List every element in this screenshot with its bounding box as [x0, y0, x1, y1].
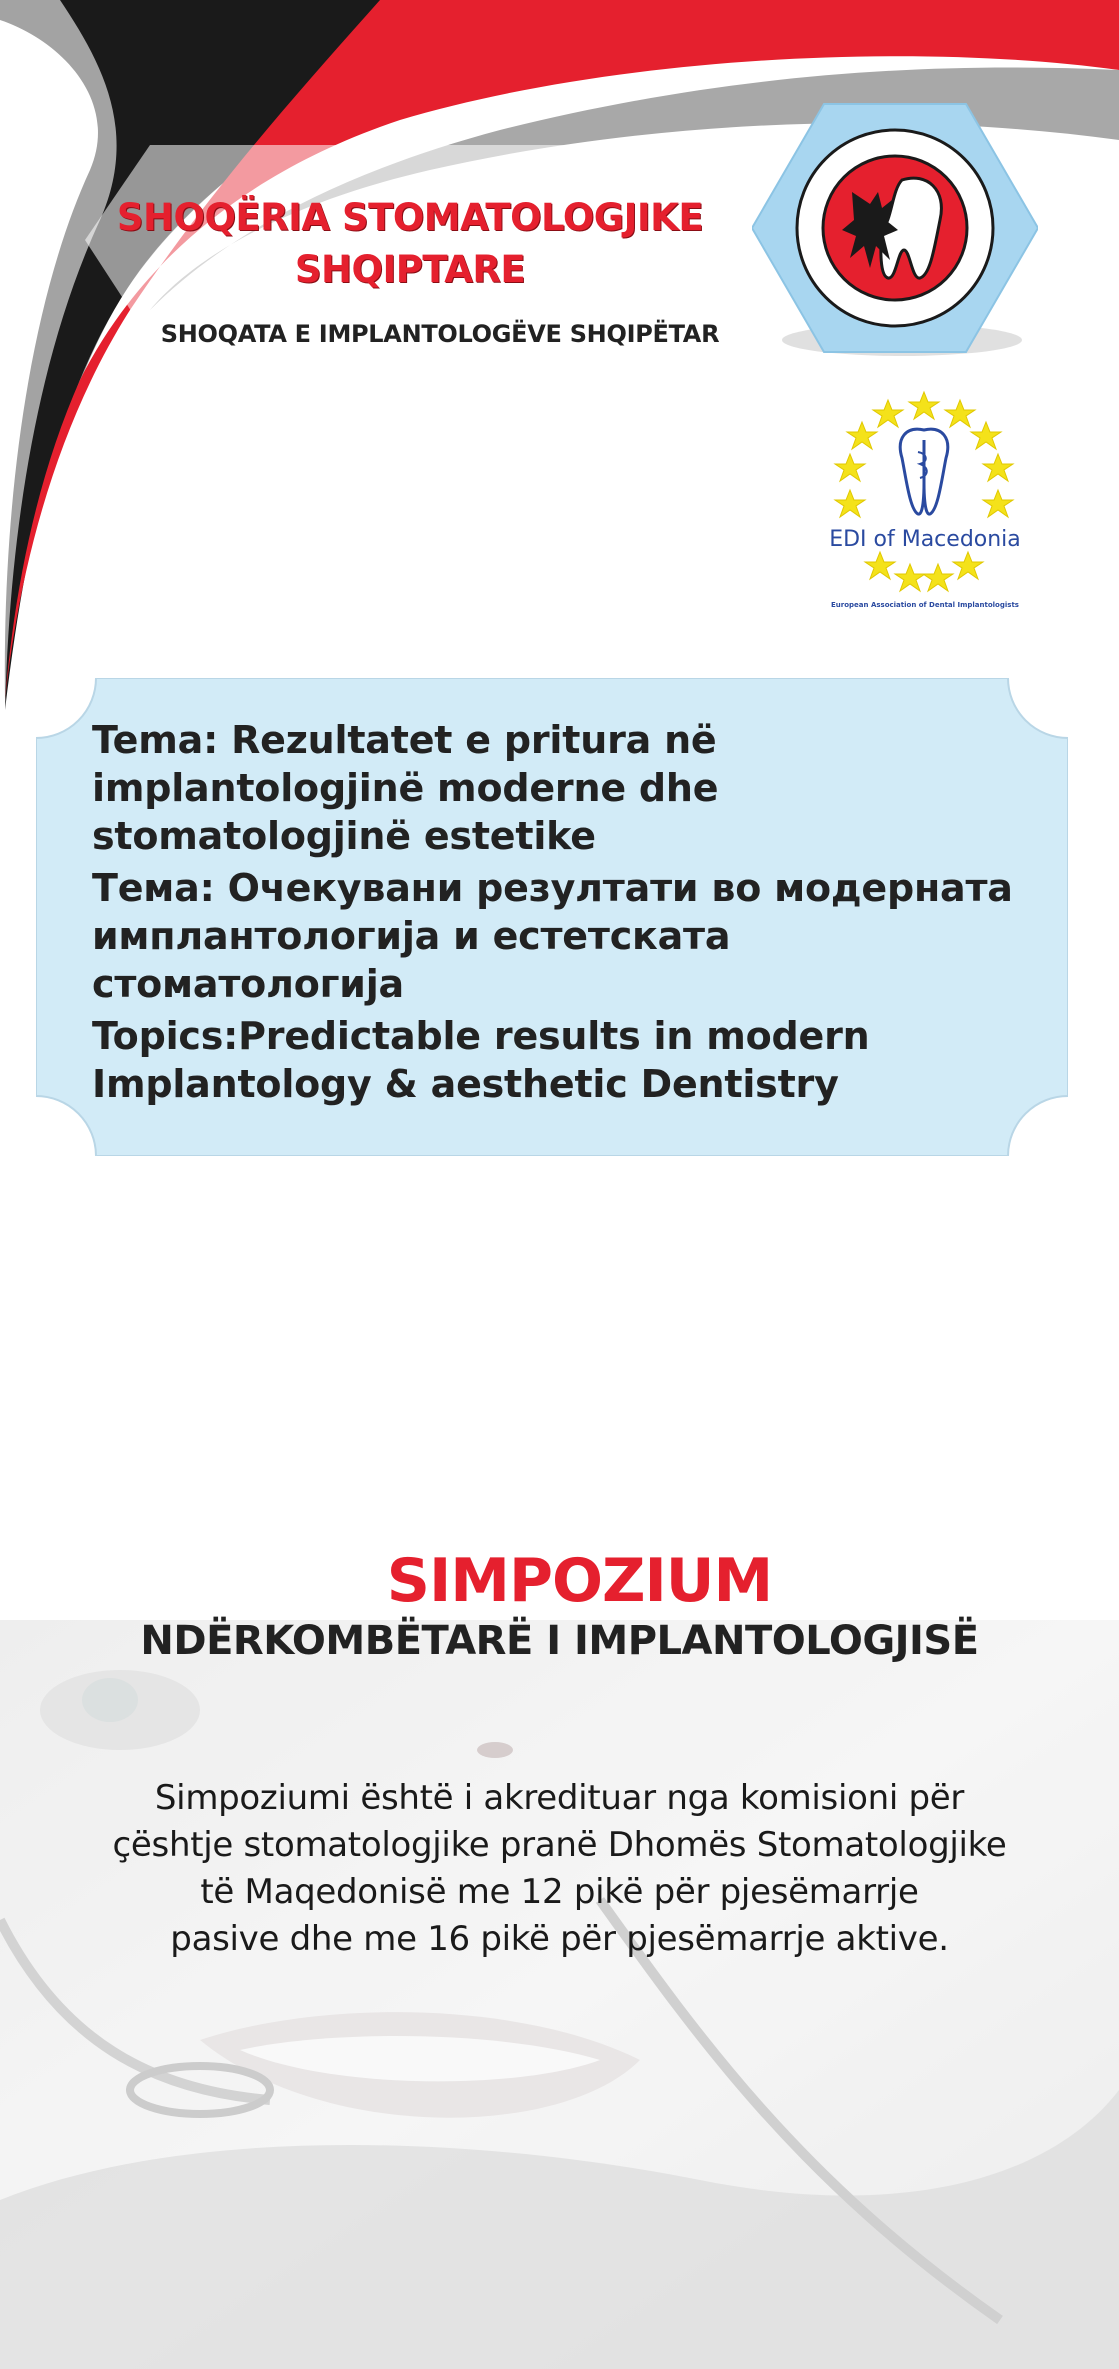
dental-photo-background — [0, 1620, 1119, 2369]
accreditation-line: të Maqedonisë me 12 pikë për pjesëmarrje — [200, 1872, 919, 1912]
edi-label: EDI of Macedonia — [829, 527, 1021, 552]
seal-logo-icon — [752, 100, 1038, 360]
topic-macedonian: Тема: Очекувани резултати во модерната имплантологија и естетската стоматологија — [92, 866, 1013, 1006]
accreditation-line: çështje stomatologjike pranë Dhomës Stomatologjike — [112, 1825, 1007, 1865]
accreditation-line: pasive dhe me 16 pikë për pjesëmarrje aktive. — [170, 1919, 949, 1959]
topic-albanian: Tema: Rezultatet e pritura në implantologjinë moderne dhe stomatologjinë estetike — [92, 718, 719, 858]
org-subtitle: SHOQATA E IMPLANTOLOGËVE SHQIPËTAR — [160, 320, 720, 348]
edi-subtitle: European Association of Dental Implantologists — [831, 601, 1019, 609]
org-name-line1: SHOQËRIA STOMATOLOGJIKE — [116, 196, 704, 239]
edi-stars-tooth-icon — [818, 388, 1030, 618]
symposium-title: SIMPOZIUM — [386, 1546, 773, 1616]
topic-english: Topics:Predictable results in modern Implantology & aesthetic Dentistry — [92, 1014, 870, 1106]
symposium-subtitle: NDËRKOMBËTARË I IMPLANTOLOGJISË — [140, 1618, 979, 1664]
org-name-line2: SHQIPTARE — [294, 248, 526, 291]
accreditation-line: Simpoziumi është i akredituar nga komisioni për — [154, 1778, 965, 1818]
accreditation-text — [100, 1775, 1019, 1963]
